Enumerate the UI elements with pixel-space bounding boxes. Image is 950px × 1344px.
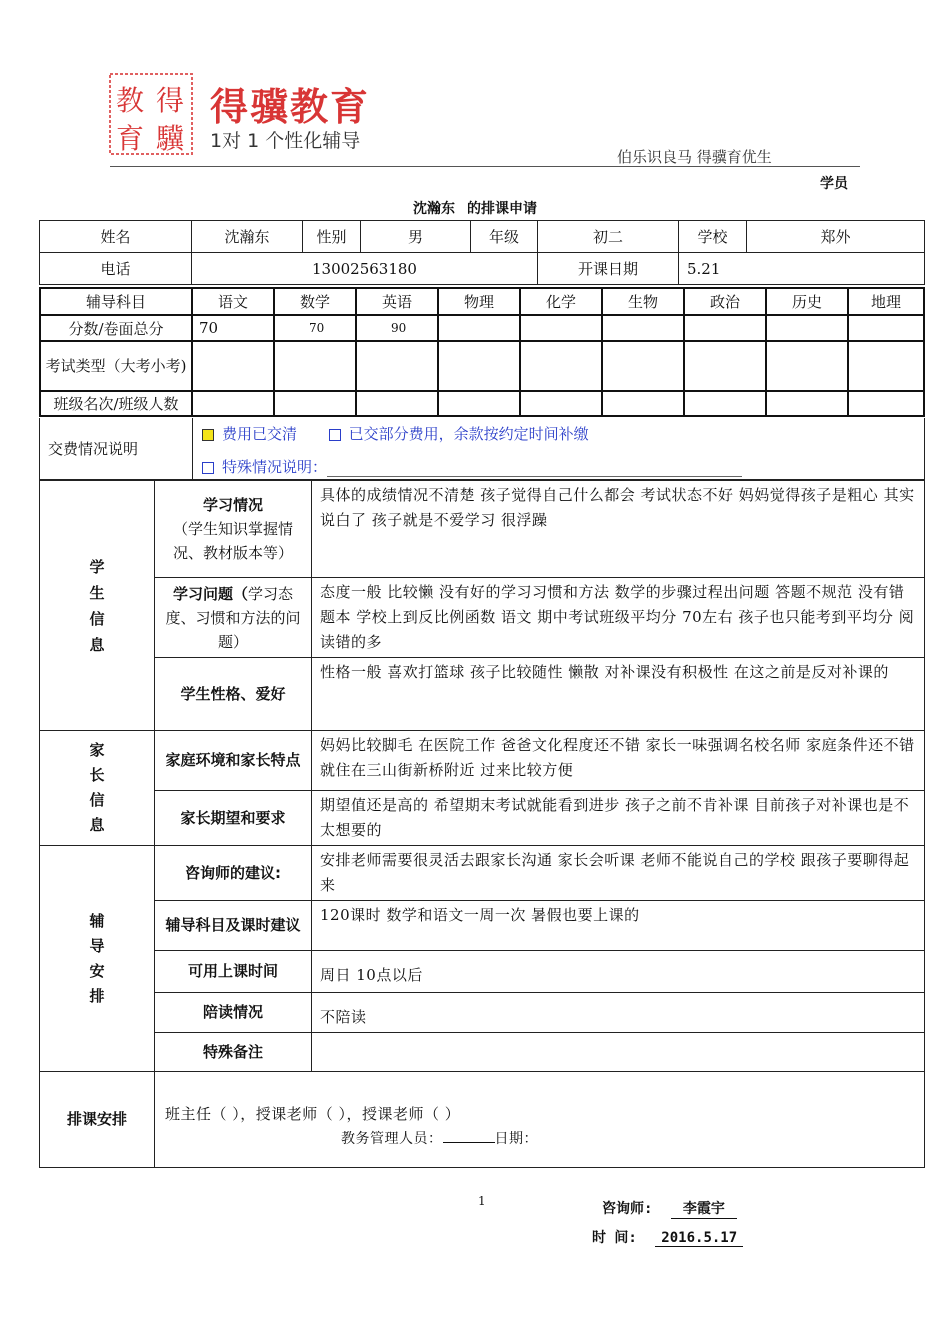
schedule-section: 排课安排 <box>40 1072 155 1168</box>
subject-hours-label: 辅导科目及课时建议 <box>155 901 312 951</box>
staff-label: 教务管理人员： <box>341 1131 443 1147</box>
exam-type-cell <box>848 341 924 391</box>
fee-special-checkbox[interactable] <box>202 462 214 474</box>
schedule-line: 班主任（ ），授课老师（ ），授课老师（ ） <box>165 1105 461 1123</box>
exam-type-cell <box>520 341 602 391</box>
subject-name: 英语 <box>356 288 438 315</box>
score-cell: 70 <box>192 315 274 341</box>
exam-type-cell <box>274 341 356 391</box>
fee-partial-checkbox[interactable] <box>329 429 341 441</box>
fee-label: 交费情况说明 <box>48 440 139 458</box>
student-label: 学员 <box>820 176 848 192</box>
remark-label: 特殊备注 <box>155 1033 312 1072</box>
grade-value: 初二 <box>538 221 679 253</box>
exam-type-cell <box>602 341 684 391</box>
title-suffix: 的排课申请 <box>467 201 537 217</box>
grade-label: 年级 <box>471 221 538 253</box>
schedule-date-label: 日期： <box>494 1131 538 1147</box>
fee-special-label: 特殊情况说明： <box>222 458 328 476</box>
family-text: 妈妈比较脚毛 在医院工作 爸爸文化程度还不错 家长一味强调名校名师 家庭条件还不错 就住在三山街新桥附近 过来比较方便 <box>312 731 925 791</box>
start-date-label: 开课日期 <box>538 253 679 285</box>
seal-char: 育 <box>115 122 145 155</box>
gender-label: 性别 <box>303 221 361 253</box>
consultant-value: 李霞宇 <box>671 1198 737 1219</box>
expectation-text: 期望值还是高的 希望期末考试就能看到进步 孩子之前不肯补课 目前孩子对补课也是不太想要的 <box>312 791 925 846</box>
title-student-name: 沈瀚东 <box>413 201 455 217</box>
score-cell <box>766 315 848 341</box>
logo-seal <box>108 72 194 156</box>
seal-char: 教 <box>115 84 145 117</box>
accompany-text: 不陪读 <box>312 993 925 1033</box>
fee-special-row <box>202 456 742 477</box>
score-cell <box>848 315 924 341</box>
study-problem-text: 态度一般 比较懒 没有好的学习习惯和方法 数学的步骤过程出问题 答题不规范 没有错题本 学校上到反比例函数 语文 期中考试班级平均分 70左右 孩子也只能考到平均分 阅读错的多 <box>312 578 925 658</box>
date-row <box>592 1227 743 1247</box>
study-problem-label: 学习问题（学习态度、习惯和方法的问题） <box>155 578 312 658</box>
subject-name: 地理 <box>848 288 924 315</box>
family-label: 家庭环境和家长特点 <box>155 731 312 791</box>
subject-hours-text: 120课时 数学和语文一周一次 暑假也要上课的 <box>312 901 925 951</box>
remark-text <box>312 1033 925 1072</box>
expectation-label: 家长期望和要求 <box>155 791 312 846</box>
fee-section <box>39 418 925 480</box>
personality-label: 学生性格、爱好 <box>155 658 312 731</box>
fee-special-line[interactable] <box>327 460 742 477</box>
rank-label: 班级名次/班级人数 <box>40 391 192 416</box>
brand-name: 得骥教育 <box>210 85 371 129</box>
rank-cell <box>602 391 684 416</box>
schedule-content <box>155 1072 925 1168</box>
header-divider <box>110 166 860 167</box>
study-situation-label: 学习情况 （学生知识掌握情况、教材版本等） <box>155 481 312 578</box>
staff-blank[interactable] <box>443 1128 495 1143</box>
advice-text: 安排老师需要很灵活去跟家长沟通 家长会听课 老师不能说自己的学校 跟孩子要聊得起来 <box>312 846 925 901</box>
staff-row <box>165 1127 924 1152</box>
exam-type-cell <box>684 341 766 391</box>
available-time-text: 周日 10点以后 <box>312 951 925 993</box>
arrangement-section: 辅导安排 <box>40 846 155 1072</box>
exam-type-cell <box>438 341 520 391</box>
subject-name: 政治 <box>684 288 766 315</box>
school-value: 郑外 <box>747 221 925 253</box>
study-situation-text: 具体的成绩情况不清楚 孩子觉得自己什么都会 考试状态不好 妈妈觉得孩子是粗心 其实说白了 孩子就是不爱学习 很浮躁 <box>312 481 925 578</box>
phone-value: 13002563180 <box>192 253 538 285</box>
exam-type-cell <box>192 341 274 391</box>
basic-info-table <box>39 220 925 285</box>
advice-label: 咨询师的建议: <box>155 846 312 901</box>
rank-cell <box>192 391 274 416</box>
phone-label: 电话 <box>40 253 192 285</box>
motto: 伯乐识良马 得骥育优生 <box>617 148 772 166</box>
subject-header-label: 辅导科目 <box>40 288 192 315</box>
score-cell: 90 <box>356 315 438 341</box>
page-title <box>413 198 549 218</box>
score-label: 分数/卷面总分 <box>40 315 192 341</box>
rank-cell <box>274 391 356 416</box>
subject-name: 历史 <box>766 288 848 315</box>
score-cell <box>684 315 766 341</box>
brand-subtitle: 1对 1 个性化辅导 <box>210 130 361 152</box>
fee-paid-label: 费用已交清 <box>222 425 298 443</box>
fee-divider <box>192 418 193 480</box>
consultant-row <box>602 1198 737 1219</box>
accompany-label: 陪读情况 <box>155 993 312 1033</box>
subject-name: 生物 <box>602 288 684 315</box>
subject-name: 化学 <box>520 288 602 315</box>
score-cell: 70 <box>274 315 356 341</box>
personality-text: 性格一般 喜欢打篮球 孩子比较随性 懒散 对补课没有积极性 在这之前是反对补课的 <box>312 658 925 731</box>
rank-cell <box>848 391 924 416</box>
rank-cell <box>766 391 848 416</box>
student-info-section: 学生信息 <box>40 481 155 731</box>
subject-name: 数学 <box>274 288 356 315</box>
exam-type-cell <box>356 341 438 391</box>
rank-cell <box>438 391 520 416</box>
exam-type-label: 考试类型（大考小考) <box>40 341 192 391</box>
exam-type-cell <box>766 341 848 391</box>
rank-cell <box>684 391 766 416</box>
page-number: 1 <box>478 1194 486 1208</box>
detail-table <box>39 480 925 1168</box>
school-label: 学校 <box>679 221 747 253</box>
date-value: 2016.5.17 <box>655 1230 743 1247</box>
score-cell <box>438 315 520 341</box>
start-date-value: 5.21 <box>679 253 925 285</box>
subject-name: 物理 <box>438 288 520 315</box>
rank-cell <box>520 391 602 416</box>
available-time-label: 可用上课时间 <box>155 951 312 993</box>
score-cell <box>520 315 602 341</box>
subject-name: 语文 <box>192 288 274 315</box>
name-value: 沈瀚东 <box>192 221 303 253</box>
rank-cell <box>356 391 438 416</box>
score-cell <box>602 315 684 341</box>
consultant-label: 咨询师: <box>602 1201 653 1217</box>
parent-info-section: 家长信息 <box>40 731 155 846</box>
fee-options-row <box>202 423 589 444</box>
fee-partial-label: 已交部分费用，余款按约定时间补缴 <box>348 425 589 443</box>
seal-char: 驥 <box>155 122 185 155</box>
date-label: 时 间: <box>592 1230 637 1246</box>
fee-paid-checkbox[interactable] <box>202 429 214 441</box>
subjects-table <box>39 287 925 417</box>
seal-char: 得 <box>155 84 185 117</box>
gender-value: 男 <box>361 221 471 253</box>
name-label: 姓名 <box>40 221 192 253</box>
